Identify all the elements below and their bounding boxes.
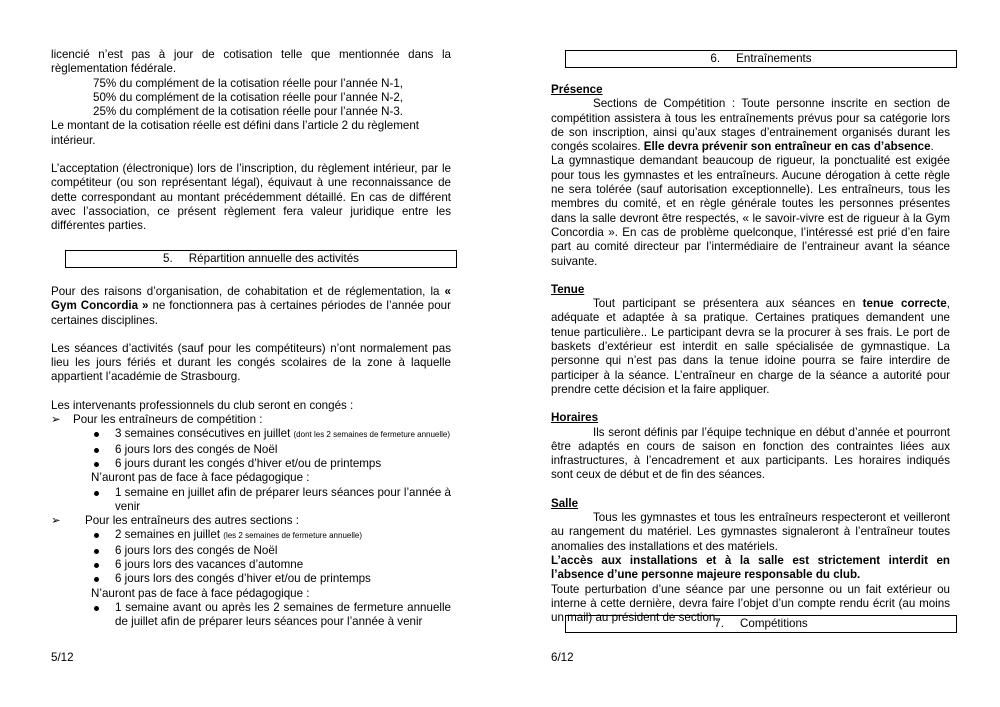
presence-heading: Présence (551, 83, 603, 96)
horaires-heading: Horaires (551, 411, 599, 425)
organisation-text-a: Pour des raisons d’organisation, de cohabitation et de réglementation, la (51, 285, 445, 298)
tenue-text-c: , adéquate et adaptée à sa pratique. Certaines pratiques demandent une tenue particulière.. Le participant devra se la procurer à ses frais. Le port de baskets d’extérieur est interdit en salle spécialisée de gymnastique. La personne qui n’est pas dans la tenue idoine pourra se faire interdire de participer à la séance. L’entraîneur en charge de la séance a autorité pour prendre cette décision et la faire appliquer. (551, 297, 950, 396)
page-number-left: 5/12 (51, 651, 74, 664)
item-text: 6 jours lors des congés d’hiver et/ou de printemps (115, 572, 371, 586)
list-item (91, 457, 451, 471)
item-note: (dont les 2 semaines de fermeture annuelle) (293, 430, 451, 440)
group-competition-title: Pour les entraîneurs de compétition : (73, 413, 263, 427)
item-text: 6 jours lors des congés de Noël (115, 442, 278, 456)
tenue-text-a: Tout participant se présentera aux séances en (593, 297, 863, 311)
item-text: 6 jours lors des vacances d’automne (115, 558, 304, 572)
rate-line-1: 75% du complément de la cotisation réelle pour l’année N-1, (93, 76, 403, 90)
presence-text-a: Sections de Compétition : Toute personne inscrite en section de compétition assistera à tous les entraînements prévus pour sa catégorie lors de son inscription, ainsi qu’aux stages d’entrainement organisés durant les congés scolaires. (551, 97, 950, 154)
group-competition (51, 413, 451, 514)
list-item (91, 572, 451, 586)
salle-paragraph-2: L’accès aux installations et à la salle est strictement interdit en l’absence d’une personne majeure responsable du club. (551, 553, 950, 582)
horaires-paragraph: Ils seront définis par l’équipe technique en début d’année et pourront être adaptés en cours de saison en fonction des contraintes liées aux infrastructures, à l’encadrement et aux participants. Les horaires indiqués sont ceux de début et de fin des séances. (551, 425, 950, 482)
cotisation-intro: licencié n’est pas à jour de cotisation telle que mentionnée dans la règlementation fédérale. (51, 48, 451, 76)
group-others-title: Pour les entraîneurs des autres sections : (85, 514, 299, 528)
salle-paragraph-3: Toute perturbation d’une séance par une personne ou un fait extérieur ou interne à cette dernière, devra faire l’objet d’un compte rendu écrit (au moins un mail) au président de section. (551, 582, 950, 625)
salle-paragraph-1: Tous les gymnastes et tous les entraîneurs respecteront et veilleront au rangement du matériel. Les gymnastes signaleront à l’entraîneur toutes anomalies des installations et des matériels. (551, 511, 950, 553)
section-5-heading (65, 250, 457, 268)
item-text: 3 semaines consécutives en juillet (115, 427, 294, 441)
section-7-heading (565, 615, 957, 633)
rate-line-2: 50% du complément de la cotisation réelle pour l’année N-2, (93, 90, 403, 104)
left-page-section5 (51, 285, 451, 630)
list-item (91, 544, 451, 558)
section-5-title: 5. Répartition annuelle des activités (163, 252, 359, 265)
list-item (91, 558, 451, 572)
list-item: 1 semaine avant ou après les 2 semaines de fermeture annuelle de juillet afin de préparer leurs séances pour l’année à venir (91, 601, 451, 630)
cotisation-definition: Le montant de la cotisation réelle est défini dans l’article 2 du règlement intérieur. (51, 119, 419, 147)
group-competition-face-list (51, 486, 451, 515)
section-6-title: 6. Entraînements (710, 52, 812, 65)
section-7-title: 7. Compétitions (714, 617, 808, 630)
section-6-heading (565, 50, 957, 68)
group-competition-face: N’auront pas de face à face pédagogique : (91, 471, 310, 485)
presence-text-c: . (930, 140, 934, 154)
item-note: (les 2 semaines de fermeture annuelle) (223, 531, 363, 541)
tenue-paragraph (551, 297, 950, 397)
list-item (91, 443, 451, 457)
rate-line-3: 25% du complément de la cotisation réelle pour l’année N-3. (93, 105, 403, 119)
list-item (91, 528, 451, 543)
tenue-text-bold: tenue correcte (862, 297, 947, 311)
left-page (51, 48, 451, 234)
salle-heading: Salle (551, 496, 579, 510)
gym-concordia-name: « Gym Concordia » (51, 285, 451, 313)
list-item (91, 427, 451, 442)
presence-text-bold: Elle devra prévenir son entraîneur en cas d’absence (643, 140, 931, 154)
page-number-right: 6/12 (551, 651, 574, 664)
list-item: 1 semaine en juillet afin de préparer leurs séances pour l’année à venir (91, 486, 451, 515)
group-others-face-list (51, 601, 451, 630)
presence-paragraph-2: La gymnastique demandant beaucoup de rigueur, la ponctualité est exigée pour tous les gymnastes et les entraîneurs. Aucune dérogation à cette règle ne sera tolérée (sauf autorisation exceptionnelle). Les entraîneurs, tous les membres du comité, et en règle générale toutes les personnes présentes dans la salle devront être respectés, « le savoir-vivre est de rigueur à la Gym Concordia ». En cas de problème quelconque, l’intéressé est prié d’en faire part au comité directeur par l’intermédiaire de l’entraineur avant la séance suivante. (551, 154, 950, 268)
acceptation-paragraph: L’acceptation (électronique) lors de l’inscription, du règlement intérieur, par le compétiteur (ou son représentant légal), équivaut à une reconnaissance de dette correspondant au montant précédemment détaillé. En cas de différent avec l’association, ce présent règlement fera valeur juridique entre les différentes parties. (51, 162, 451, 233)
arrow-bullet-icon: ➢ (51, 413, 61, 427)
group-others (51, 514, 451, 629)
item-text: 6 jours lors des congés de Noël (115, 543, 278, 557)
group-competition-list (51, 427, 451, 471)
presence-paragraph-1 (551, 97, 950, 154)
arrow-bullet-icon: ➢ (51, 514, 61, 528)
conges-groups (51, 413, 451, 629)
organisation-paragraph (51, 285, 451, 328)
item-text: 2 semaines en juillet (115, 528, 224, 542)
group-others-list (51, 528, 451, 586)
seances-paragraph: Les séances d’activités (sauf pour les compétiteurs) n’ont normalement pas lieu les jours fériés et durant les congés scolaires de la zone à laquelle appartient l’académie de Strasbourg. (51, 341, 451, 384)
group-others-face: N’auront pas de face à face pédagogique : (91, 586, 310, 600)
item-text: 6 jours durant les congés d’hiver et/ou de printemps (115, 456, 382, 470)
tenue-heading: Tenue (551, 282, 585, 296)
organisation-text-c: ne fonctionnera pas à certaines périodes de l’année pour certaines disciplines. (51, 299, 451, 327)
right-page (551, 83, 950, 625)
conges-intro: Les intervenants professionnels du club seront en congés : (51, 398, 354, 412)
